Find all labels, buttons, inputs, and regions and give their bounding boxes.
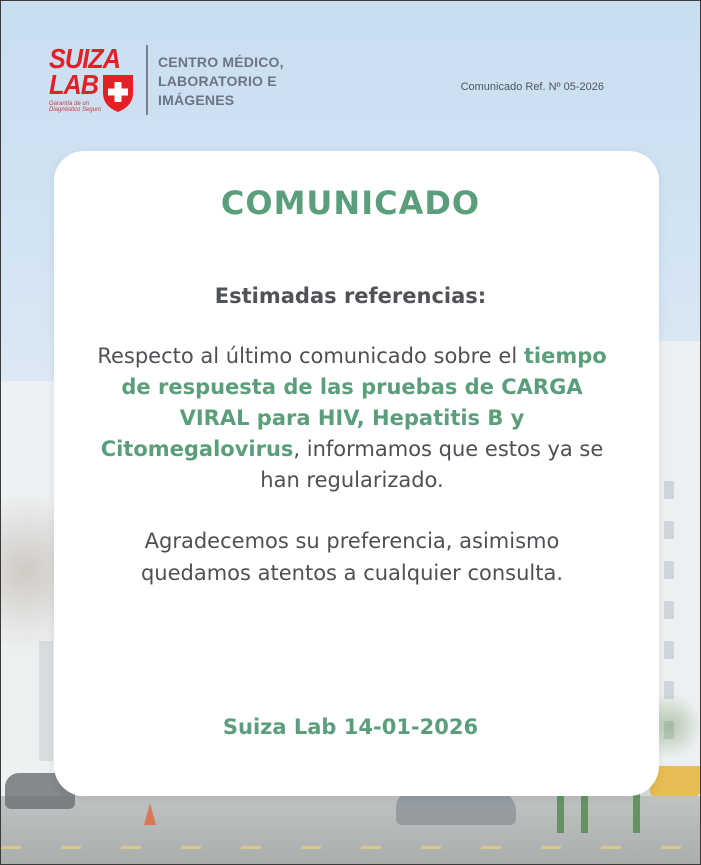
notice-signature: Suiza Lab 14-01-2026 — [222, 715, 479, 739]
logo-text-line2: LAB — [49, 69, 99, 100]
background-cone — [144, 803, 156, 825]
background-car — [396, 791, 516, 825]
paragraph-1-intro: Respecto al último comunicado sobre el — [97, 344, 524, 368]
logo-tagline: Garantía de un Diagnóstico Seguro — [49, 101, 102, 113]
header-divider — [146, 45, 148, 115]
notice-paragraph-2: Agradecemos su preferencia, asimismo quedamos atentos a cualquier consulta. — [140, 529, 564, 585]
suiza-lab-logo — [49, 45, 139, 117]
notice-paragraph-1 — [96, 341, 608, 496]
notice-greeting: Estimadas referencias: — [214, 284, 487, 308]
logo-text-line1: SUIZA — [49, 43, 121, 74]
notice-title: COMUNICADO — [220, 184, 481, 222]
paragraph-1-highlight: tiempo de respuesta de las pruebas de CARGA VIRAL para HIV, Hepatitis B y Citomegalovirus — [100, 344, 607, 461]
background-street — [1, 796, 700, 865]
background-post — [633, 791, 640, 833]
background-post — [557, 791, 564, 833]
paragraph-1-outro: , informamos que estos ya se han regularizado. — [260, 437, 604, 492]
reference-number: Comunicado Ref. Nº 05-2026 — [460, 81, 604, 93]
background-post — [581, 791, 588, 833]
center-name: CENTRO MÉDICO, LABORATORIO E IMÁGENES — [158, 54, 284, 108]
